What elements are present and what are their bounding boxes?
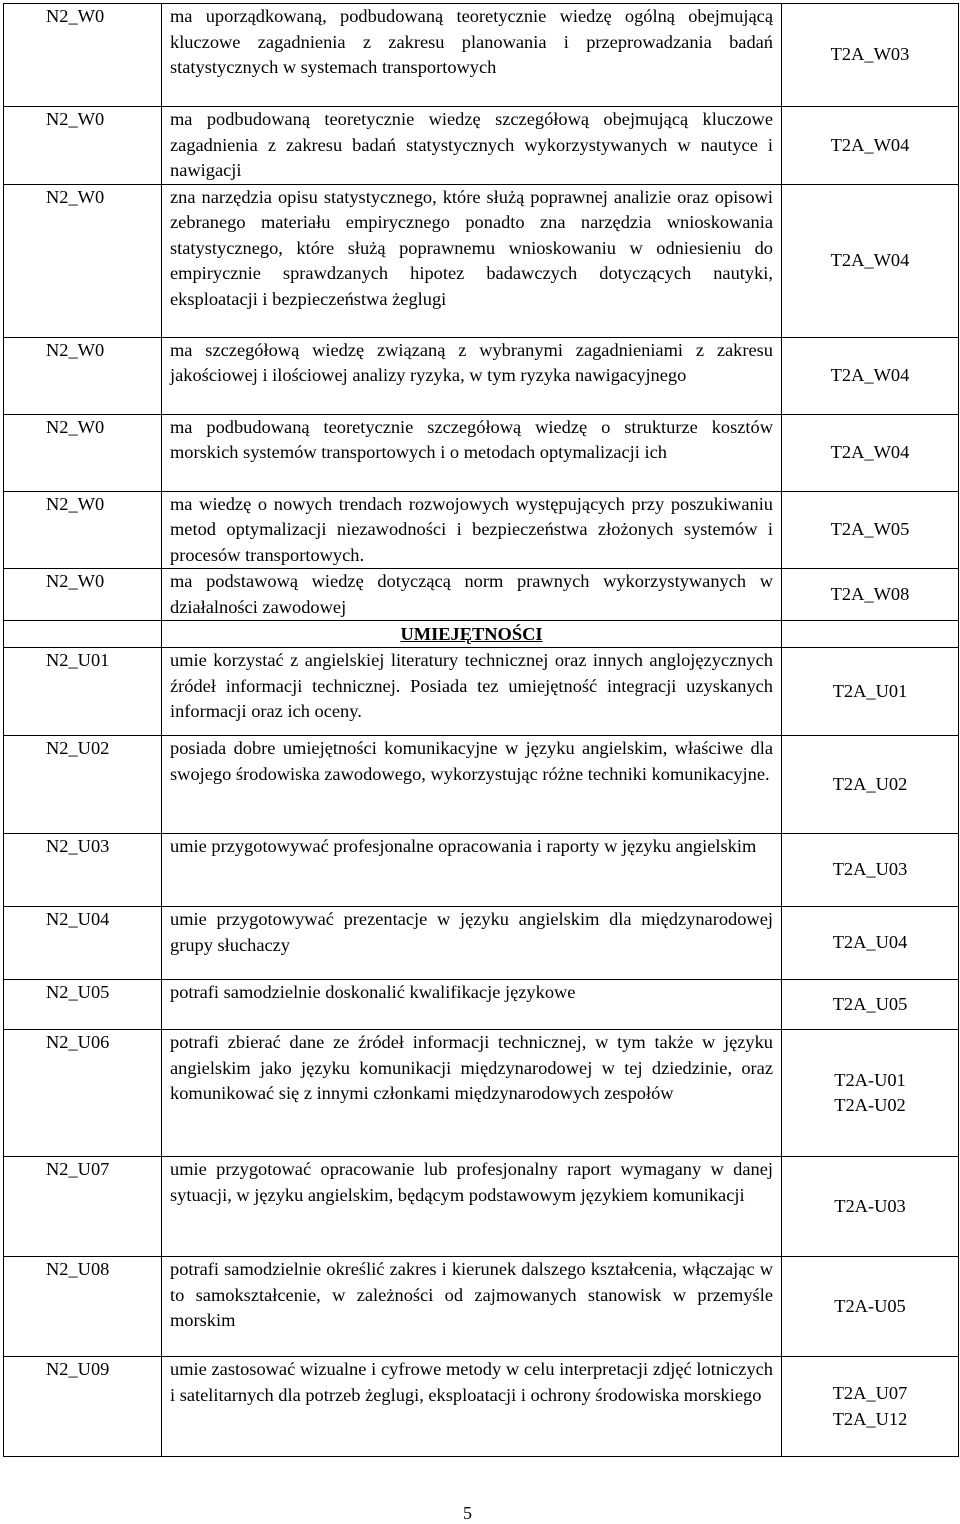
- skills-header: UMIEJĘTNOŚCI: [162, 621, 782, 648]
- outcome-description: posiada dobre umiejętności komunikacyjne w języku angielskim, właściwe dla swojego środowiska zawodowego, wykorzystując różne techniki komunikacyjne.: [162, 736, 782, 834]
- outcome-code: N2_U01: [4, 648, 162, 736]
- outcome-description: zna narzędzia opisu statystycznego, które służą poprawnej analizie oraz opisowi zebranego materiału empirycznego ponadto zna narzędzia wnioskowania statystycznego, które służą poprawnemu wnioskowaniu w odniesieniu do empirycznie sprawdzanych hipotez badawczych dotyczących nautyki, eksploatacji i bezpieczeństwa żeglugi: [162, 184, 782, 337]
- outcome-code: N2_U07: [4, 1157, 162, 1257]
- skills-row: [4, 907, 959, 980]
- outcome-description: ma podstawową wiedzę dotyczącą norm prawnych wykorzystywanych w działalności zawodowej: [162, 569, 782, 621]
- outcome-code: N2_W0: [4, 107, 162, 185]
- area-reference-code: T2A_W04: [830, 364, 910, 385]
- skills-row: [4, 648, 959, 736]
- area-reference: [782, 1357, 959, 1457]
- outcome-code: N2_W0: [4, 337, 162, 414]
- area-reference: [782, 569, 959, 621]
- learning-outcomes-table: [3, 3, 959, 1457]
- outcome-description: ma wiedzę o nowych trendach rozwojowych występujących przy poszukiwaniu metod optymalizacji niezawodności i bezpieczeństwa złożonych systemów i procesów transportowych.: [162, 491, 782, 569]
- skills-section: [4, 648, 959, 1457]
- knowledge-row: [4, 491, 959, 569]
- outcome-code: N2_U02: [4, 736, 162, 834]
- area-reference: [782, 1157, 959, 1257]
- area-reference-code: T2A_W03: [830, 44, 910, 65]
- area-reference: [782, 184, 959, 337]
- outcome-description: umie korzystać z angielskiej literatury technicznej oraz innych anglojęzycznych źródeł informacji technicznej. Posiada tez umiejętność integracji uzyskanych informacji oraz ich oceny.: [162, 648, 782, 736]
- outcome-description: ma uporządkowaną, podbudowaną teoretycznie wiedzę ogólną obejmującą kluczowe zagadnienia z zakresu planowania i przeprowadzania badań statystycznych w systemach transportowych: [162, 4, 782, 107]
- skills-header-right: [782, 621, 959, 648]
- skills-row: [4, 834, 959, 907]
- skills-row: [4, 1357, 959, 1457]
- area-reference: [782, 107, 959, 185]
- area-reference: [782, 337, 959, 414]
- outcome-description: ma szczegółową wiedzę związaną z wybranymi zagadnieniami z zakresu jakościowej i ilościowej analizy ryzyka, w tym ryzyka nawigacyjnego: [162, 337, 782, 414]
- skills-header-row: [4, 621, 959, 648]
- knowledge-row: [4, 107, 959, 185]
- area-reference-code: T2A_W04: [830, 249, 910, 270]
- area-reference-code: T2A_U12: [832, 1408, 908, 1429]
- outcome-code: N2_U09: [4, 1357, 162, 1457]
- area-reference: [782, 648, 959, 736]
- knowledge-row: [4, 184, 959, 337]
- outcome-code: N2_U05: [4, 980, 162, 1030]
- outcome-code: N2_U04: [4, 907, 162, 980]
- outcome-code: N2_W0: [4, 184, 162, 337]
- outcome-code: N2_W0: [4, 569, 162, 621]
- area-reference: [782, 907, 959, 980]
- area-reference-code: T2A_U07: [832, 1383, 908, 1403]
- area-reference-code: T2A_W08: [830, 583, 910, 604]
- outcome-code: N2_W0: [4, 4, 162, 107]
- area-reference-code: T2A_U01: [832, 680, 908, 701]
- outcome-description: potrafi zbierać dane ze źródeł informacji technicznej, w tym także w języku angielskim jako języku komunikacji międzynarodowej w tej dziedzinie, oraz komunikować się z innymi członkami międzynarodowych zespołów: [162, 1030, 782, 1157]
- skills-row: [4, 736, 959, 834]
- area-reference: [782, 414, 959, 491]
- area-reference-code: T2A_W04: [830, 134, 910, 155]
- page-number: 5: [463, 1503, 472, 1523]
- knowledge-section: [4, 4, 959, 621]
- knowledge-row: [4, 569, 959, 621]
- outcome-description: umie przygotować opracowanie lub profesjonalny raport wymagany w danej sytuacji, w języku angielskim, będącym podstawowym językiem komunikacji: [162, 1157, 782, 1257]
- outcome-description: ma podbudowaną teoretycznie wiedzę szczegółową obejmującą kluczowe zagadnienia z zakresu badań statystycznych wykorzystywanych w nautyce i nawigacji: [162, 107, 782, 185]
- skills-header-left: [4, 621, 162, 648]
- area-reference-code: T2A-U03: [834, 1195, 906, 1216]
- outcome-description: umie przygotowywać profesjonalne opracowania i raporty w języku angielskim: [162, 834, 782, 907]
- outcome-code: N2_W0: [4, 491, 162, 569]
- area-reference-code: T2A_U03: [832, 859, 908, 880]
- area-reference-code: T2A_W05: [830, 519, 910, 539]
- area-reference: [782, 736, 959, 834]
- area-reference-code: T2A_U02: [832, 773, 908, 794]
- skills-row: [4, 1030, 959, 1157]
- outcome-code: N2_U06: [4, 1030, 162, 1157]
- area-reference: [782, 4, 959, 107]
- area-reference: [782, 491, 959, 569]
- knowledge-row: [4, 337, 959, 414]
- area-reference: [782, 834, 959, 907]
- knowledge-row: [4, 414, 959, 491]
- skills-row: [4, 980, 959, 1030]
- skills-row: [4, 1257, 959, 1357]
- outcome-description: umie zastosować wizualne i cyfrowe metody w celu interpretacji zdjęć lotniczych i satelitarnych dla potrzeb żeglugi, eksploatacji i ochrony środowiska morskiego: [162, 1357, 782, 1457]
- area-reference-code: T2A-U05: [834, 1295, 906, 1316]
- outcome-description: potrafi samodzielnie doskonalić kwalifikacje językowe: [162, 980, 782, 1030]
- area-reference-code: T2A-U02: [834, 1095, 906, 1115]
- area-reference-code: T2A_U05: [832, 993, 908, 1014]
- knowledge-row: [4, 4, 959, 107]
- area-reference-code: T2A_U04: [832, 932, 908, 953]
- outcome-code: N2_U03: [4, 834, 162, 907]
- outcome-description: ma podbudowaną teoretycznie szczegółową wiedzę o strukturze kosztów morskich systemów transportowych i o metodach optymalizacji ich: [162, 414, 782, 491]
- outcome-description: umie przygotowywać prezentacje w języku angielskim dla międzynarodowej grupy słuchaczy: [162, 907, 782, 980]
- outcome-code: N2_W0: [4, 414, 162, 491]
- area-reference-code: T2A-U01: [834, 1069, 906, 1090]
- outcome-code: N2_U08: [4, 1257, 162, 1357]
- area-reference: [782, 980, 959, 1030]
- area-reference-code: T2A_W04: [830, 441, 910, 462]
- skills-row: [4, 1157, 959, 1257]
- outcome-description: potrafi samodzielnie określić zakres i kierunek dalszego kształcenia, włączając w to samokształcenie, w zależności od zajmowanych stanowisk w przemyśle morskim: [162, 1257, 782, 1357]
- area-reference: [782, 1257, 959, 1357]
- skills-header-section: [4, 621, 959, 648]
- area-reference: [782, 1030, 959, 1157]
